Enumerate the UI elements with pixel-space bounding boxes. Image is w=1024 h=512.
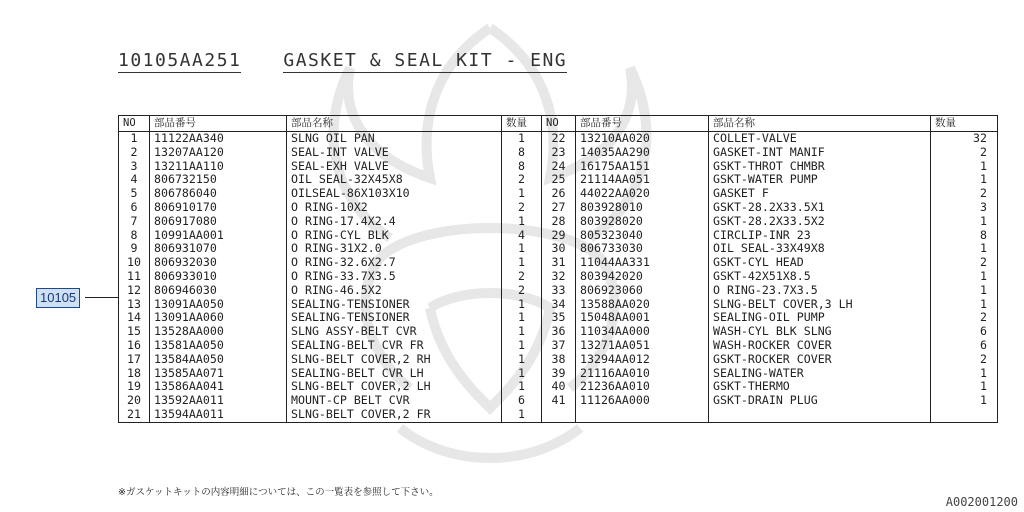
cell-no: 39	[542, 367, 576, 381]
cell-part-number: 13294AA012	[576, 353, 709, 367]
cell-part-name: O RING-23.7X3.5	[709, 284, 931, 298]
drawing-code: A002001200	[945, 495, 1018, 509]
table-row	[119, 132, 998, 146]
cell-no: 23	[542, 146, 576, 160]
cell-no: 34	[542, 298, 576, 312]
cell-quantity: 2	[931, 311, 998, 325]
kit-title	[118, 50, 567, 73]
cell-quantity: 32	[931, 132, 998, 146]
table-row	[119, 242, 998, 256]
cell-part-name: SLNG-BELT COVER,2 RH	[287, 353, 502, 367]
cell-quantity: 1	[502, 187, 542, 201]
cell-part-name: SEALING-WATER	[709, 367, 931, 381]
table-row	[119, 325, 998, 339]
cell-part-name: CIRCLIP-INR 23	[709, 229, 931, 243]
cell-part-number: 13207AA120	[150, 146, 287, 160]
table-row	[119, 201, 998, 215]
cell-part-name: COLLET-VALVE	[709, 132, 931, 146]
cell-part-number: 11122AA340	[150, 132, 287, 146]
parts-table	[118, 115, 998, 423]
cell-no: 35	[542, 311, 576, 325]
cell-part-name: SEALING-OIL PUMP	[709, 311, 931, 325]
cell-part-number: 10991AA001	[150, 229, 287, 243]
cell-quantity: 8	[502, 160, 542, 174]
col-header-no: NO	[119, 116, 150, 132]
cell-part-name: SLNG-BELT COVER,3 LH	[709, 298, 931, 312]
cell-part-name: SLNG-BELT COVER,2 FR	[287, 408, 502, 422]
cell-quantity: 1	[502, 256, 542, 270]
cell-no: 16	[119, 339, 150, 353]
cell-part-name: SEAL-INT VALVE	[287, 146, 502, 160]
cell-quantity: 6	[502, 394, 542, 408]
cell-quantity: 1	[931, 215, 998, 229]
cell-no: 33	[542, 284, 576, 298]
cell-no: 30	[542, 242, 576, 256]
cell-part-name: WASH-ROCKER COVER	[709, 339, 931, 353]
cell-quantity: 1	[502, 215, 542, 229]
cell-part-number: 13584AA050	[150, 353, 287, 367]
cell-quantity: 6	[931, 339, 998, 353]
cell-part-name: OILSEAL-86X103X10	[287, 187, 502, 201]
cell-quantity: 1	[502, 242, 542, 256]
cell-part-name: O RING-17.4X2.4	[287, 215, 502, 229]
cell-quantity: 2	[502, 284, 542, 298]
cell-part-number: 806923060	[576, 284, 709, 298]
cell-part-name: O RING-31X2.0	[287, 242, 502, 256]
cell-no: 11	[119, 270, 150, 284]
col-header-no-2: NO	[542, 116, 576, 132]
table-row	[119, 284, 998, 298]
cell-no: 32	[542, 270, 576, 284]
cell-part-number	[576, 408, 709, 422]
cell-part-number: 13271AA051	[576, 339, 709, 353]
cell-part-name: GSKT-THERMO	[709, 380, 931, 394]
cell-no: 10	[119, 256, 150, 270]
cell-quantity: 2	[931, 256, 998, 270]
cell-quantity: 2	[502, 173, 542, 187]
cell-part-name: O RING-33.7X3.5	[287, 270, 502, 284]
cell-no: 26	[542, 187, 576, 201]
cell-part-name: O RING-32.6X2.7	[287, 256, 502, 270]
cell-quantity: 1	[931, 380, 998, 394]
cell-no: 25	[542, 173, 576, 187]
cell-no: 21	[119, 408, 150, 422]
cell-no: 6	[119, 201, 150, 215]
cell-part-number: 14035AA290	[576, 146, 709, 160]
cell-part-name: OIL SEAL-33X49X8	[709, 242, 931, 256]
cell-quantity: 1	[502, 408, 542, 422]
cell-part-number: 806910170	[150, 201, 287, 215]
cell-part-number: 13210AA020	[576, 132, 709, 146]
cell-no: 15	[119, 325, 150, 339]
cell-no: 12	[119, 284, 150, 298]
table-row	[119, 187, 998, 201]
col-header-part-name: 部品名称	[287, 116, 502, 132]
cell-no: 38	[542, 353, 576, 367]
cell-no: 31	[542, 256, 576, 270]
kit-part-number: 10105AA251	[118, 50, 242, 71]
cell-part-number: 806932030	[150, 256, 287, 270]
cell-part-number: 806946030	[150, 284, 287, 298]
cell-quantity	[931, 408, 998, 422]
cell-quantity: 1	[931, 270, 998, 284]
cell-quantity: 1	[931, 298, 998, 312]
col-header-quantity: 数量	[502, 116, 542, 132]
cell-quantity: 2	[931, 146, 998, 160]
cell-part-name: GASKET F	[709, 187, 931, 201]
cell-no: 5	[119, 187, 150, 201]
cell-quantity: 1	[931, 160, 998, 174]
cell-quantity: 1	[931, 394, 998, 408]
cell-no: 8	[119, 229, 150, 243]
callout-leader-line	[85, 297, 118, 298]
cell-part-name: GSKT-28.2X33.5X1	[709, 201, 931, 215]
cell-no: 41	[542, 394, 576, 408]
table-row	[119, 353, 998, 367]
table-row	[119, 339, 998, 353]
cell-part-name: GSKT-DRAIN PLUG	[709, 394, 931, 408]
cell-part-number: 806933010	[150, 270, 287, 284]
cell-part-number: 13528AA000	[150, 325, 287, 339]
table-row	[119, 380, 998, 394]
cell-quantity: 1	[502, 353, 542, 367]
table-header-row	[119, 116, 998, 132]
cell-no: 19	[119, 380, 150, 394]
cell-quantity: 1	[502, 380, 542, 394]
cell-part-number: 16175AA151	[576, 160, 709, 174]
cell-part-number: 803928010	[576, 201, 709, 215]
table-row	[119, 270, 998, 284]
col-header-part-name-2: 部品名称	[709, 116, 931, 132]
cell-no: 9	[119, 242, 150, 256]
table-row	[119, 160, 998, 174]
cell-part-number: 806733030	[576, 242, 709, 256]
cell-no: 3	[119, 160, 150, 174]
cell-part-number: 13211AA110	[150, 160, 287, 174]
cell-part-number: 13592AA011	[150, 394, 287, 408]
cell-no: 27	[542, 201, 576, 215]
cell-quantity: 3	[931, 201, 998, 215]
cell-part-number: 806917080	[150, 215, 287, 229]
cell-part-number: 21116AA010	[576, 367, 709, 381]
table-row	[119, 298, 998, 312]
cell-part-name: SEALING-BELT CVR LH	[287, 367, 502, 381]
table-row	[119, 146, 998, 160]
cell-part-name: SEALING-TENSIONER	[287, 298, 502, 312]
cell-part-number: 11044AA331	[576, 256, 709, 270]
cell-quantity: 2	[502, 270, 542, 284]
cell-part-name: MOUNT-CP BELT CVR	[287, 394, 502, 408]
cell-part-name: GSKT-CYL HEAD	[709, 256, 931, 270]
cell-no: 22	[542, 132, 576, 146]
cell-part-number: 11034AA000	[576, 325, 709, 339]
cell-part-number: 13091AA060	[150, 311, 287, 325]
cell-part-number: 805323040	[576, 229, 709, 243]
col-header-part-number: 部品番号	[150, 116, 287, 132]
cell-part-number: 13588AA020	[576, 298, 709, 312]
cell-no: 4	[119, 173, 150, 187]
cell-quantity: 1	[502, 298, 542, 312]
cell-quantity: 6	[931, 325, 998, 339]
cell-part-name: WASH-CYL BLK SLNG	[709, 325, 931, 339]
cell-quantity: 2	[931, 187, 998, 201]
cell-no: 37	[542, 339, 576, 353]
cell-part-name: GSKT-WATER PUMP	[709, 173, 931, 187]
table-row	[119, 215, 998, 229]
cell-part-name: SLNG OIL PAN	[287, 132, 502, 146]
cell-quantity: 1	[931, 242, 998, 256]
table-row	[119, 256, 998, 270]
table-row	[119, 311, 998, 325]
cell-no: 2	[119, 146, 150, 160]
cell-quantity: 2	[502, 201, 542, 215]
footnote: ※ガスケットキットの内容明細については、この一覧表を参照して下さい。	[118, 487, 439, 498]
cell-no: 40	[542, 380, 576, 394]
cell-quantity: 1	[502, 367, 542, 381]
cell-part-number: 13586AA041	[150, 380, 287, 394]
cell-no: 13	[119, 298, 150, 312]
kit-name: GASKET & SEAL KIT - ENG	[283, 50, 568, 71]
cell-part-name: SLNG-BELT COVER,2 LH	[287, 380, 502, 394]
cell-part-name: GSKT-ROCKER COVER	[709, 353, 931, 367]
col-header-part-number-2: 部品番号	[576, 116, 709, 132]
cell-part-name	[709, 408, 931, 422]
cell-quantity: 8	[502, 146, 542, 160]
cell-quantity: 1	[502, 325, 542, 339]
cell-part-name: GSKT-42X51X8.5	[709, 270, 931, 284]
cell-quantity: 4	[502, 229, 542, 243]
cell-part-name: O RING-CYL BLK	[287, 229, 502, 243]
cell-no	[542, 408, 576, 422]
cell-quantity: 2	[931, 353, 998, 367]
cell-no: 24	[542, 160, 576, 174]
col-header-quantity-2: 数量	[931, 116, 998, 132]
cell-part-name: SLNG ASSY-BELT CVR	[287, 325, 502, 339]
cell-no: 29	[542, 229, 576, 243]
cell-quantity: 1	[502, 311, 542, 325]
cell-no: 1	[119, 132, 150, 146]
cell-part-number: 15048AA001	[576, 311, 709, 325]
cell-part-number: 13594AA011	[150, 408, 287, 422]
cell-part-name: GSKT-28.2X33.5X2	[709, 215, 931, 229]
table-row	[119, 367, 998, 381]
cell-part-number: 806931070	[150, 242, 287, 256]
cell-part-number: 806786040	[150, 187, 287, 201]
cell-part-name: O RING-10X2	[287, 201, 502, 215]
table-row	[119, 173, 998, 187]
cell-no: 28	[542, 215, 576, 229]
cell-part-number: 44022AA020	[576, 187, 709, 201]
cell-no: 14	[119, 311, 150, 325]
cell-part-number: 13585AA071	[150, 367, 287, 381]
callout-label[interactable]: 10105	[36, 288, 80, 308]
cell-part-name: GASKET-INT MANIF	[709, 146, 931, 160]
cell-no: 36	[542, 325, 576, 339]
cell-part-name: O RING-46.5X2	[287, 284, 502, 298]
cell-part-name: SEALING-TENSIONER	[287, 311, 502, 325]
cell-part-number: 21114AA051	[576, 173, 709, 187]
cell-part-number: 11126AA000	[576, 394, 709, 408]
cell-quantity: 1	[502, 339, 542, 353]
cell-quantity: 1	[931, 284, 998, 298]
cell-part-number: 803928020	[576, 215, 709, 229]
cell-part-number: 21236AA010	[576, 380, 709, 394]
cell-part-number: 806732150	[150, 173, 287, 187]
cell-quantity: 1	[931, 173, 998, 187]
cell-part-name: SEALING-BELT CVR FR	[287, 339, 502, 353]
cell-part-name: GSKT-THROT CHMBR	[709, 160, 931, 174]
cell-no: 17	[119, 353, 150, 367]
cell-part-name: SEAL-EXH VALVE	[287, 160, 502, 174]
cell-quantity: 1	[931, 367, 998, 381]
cell-quantity: 1	[502, 132, 542, 146]
cell-no: 18	[119, 367, 150, 381]
table-row	[119, 394, 998, 408]
cell-no: 7	[119, 215, 150, 229]
cell-quantity: 8	[931, 229, 998, 243]
cell-part-number: 13581AA050	[150, 339, 287, 353]
cell-part-number: 803942020	[576, 270, 709, 284]
cell-part-number: 13091AA050	[150, 298, 287, 312]
cell-part-name: OIL SEAL-32X45X8	[287, 173, 502, 187]
cell-no: 20	[119, 394, 150, 408]
table-row	[119, 229, 998, 243]
table-row	[119, 408, 998, 422]
